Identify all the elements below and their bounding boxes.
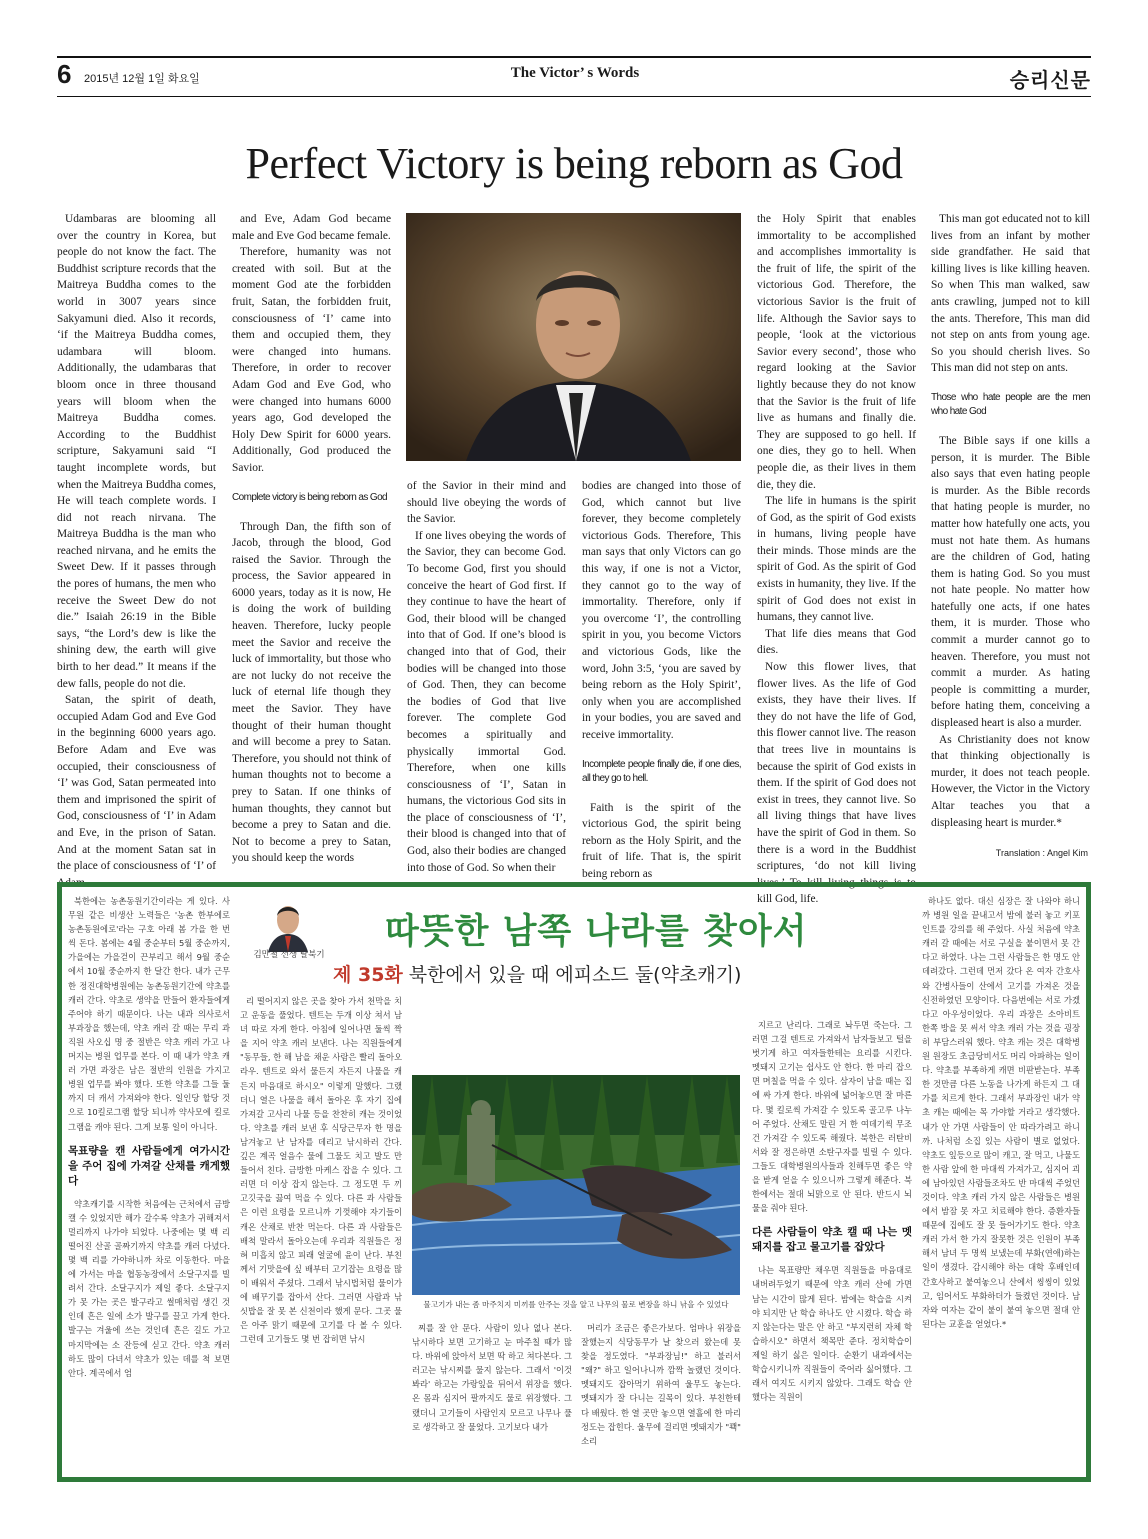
section-title: The Victor’ s Words bbox=[510, 65, 640, 81]
paragraph: As Christianity does not know that thinking objectionally is murder, it does not teach people. However, the Victor in the Victory Altar teaches you that a displeasing heart is murder.* bbox=[931, 733, 1090, 829]
article-column-2 bbox=[232, 211, 391, 867]
portrait-photo bbox=[406, 213, 741, 461]
paragraph: 북한에는 농촌동원기간이라는 게 있다. 사무원 같은 비생산 노력들은 '농촌 한부에로 농촌동원에로'라는 구호 아래 봄 가을 한 번씩 돈다. 봄에는 4월 중순부터 5월 중순까지, 가을에는 가을걷이 끈부리고 해서 9월 중순에서 10월 중순까지 한 달간 한다. 내가 근무한 정진대학병원에는 농촌동원기간에 약초를 캐러 간다. 약초로 생약을 만들어 환자들에게 주어야 하기 때문이다. 나는 내과 의사로서 부과장을 했는데, 약초 캐러 갈 때는 무리 과 직원 사오십 명 중 절반은 약초 캐러 가고 나머지는 병원 업무를 본다. 이 때 내가 약초 캐러 가면 과장은 남은 절반의 인원을 가지고 병원 업무를 봐야 했다. 또한 약초를 그들 둘까지 더 캐서 가져와야 한다. 일인당 할당 것으로 10킬로그램 할당 되니까 약사모에 킬로그램을 캐야 된다. 그게 보통 일이 아니다. bbox=[68, 896, 230, 1132]
header-top-rule bbox=[57, 56, 1091, 58]
paragraph: 하나도 없다. 대신 심장은 잘 나와야 하니까 병원 일을 끝내고서 밤에 불러 놓고 키포인트를 강의를 해 주었다. 사실 처음에 약초 캐러 갈 때에는 서로 구실을 붙이면서 못 간다고 하였다. 나는 그런 사람들은 한 명도 안 데려갔다. 그런데 먼저 갔다 온 여자 간호사와 간병사들이 산에서 고기를 가져온 것을 신전하였던 모양이다. 다음번에는 서로 가겠다고 아우성이었다. 우리 과장은 소아비트 한쪽 방을 못 써서 약초 캐러 가는 것을 굉장히 부담스러워 했다. 약초 캐는 것은 대학병원 원장도 초급당비서도 머리 아파하는 일이다. 약초를 부족하게 캐면 비판받는다. 부족한 것만큼 다른 노동을 나가게 하든지 그 대가를 치르게 한다. 그래서 부과장인 내가 약초 캐는 때에는 목 가야할 거라고 생각했다. 내가 안 가면 사람들이 안 따라가려고 하니까. 나처럼 소집 있는 사람이 별로 없었다. 약초도 잎등으로 많이 캐고, 잘 먹고, 나물도 한 사람 앞에 한 마대씩 가져가고, 심지어 괴에 남아있던 사람들조차도 반 마대씩 주었던 것이다. 약초 캐러 가지 않은 사람들은 병원에서 밤잠 못 자고 치료해야 한다. 증환자들 때문에 집에도 잘 못 들어가기도 한다. 약초 캐러 가서 한 가지 잘못한 것은 인원이 부족해서 남녀 두 명씩 보냈는데 부화(연애)하는 일이 생겼다. 감시해야 하는 대학 후배인데 간호사하고 붙여놓으니 산에서 씽씽이 있었고, 임어서도 부화하더가 들켰던 것이다. 남자와 여자는 같이 붙이 붙여 놓으면 절대 안 된다는 교훈을 얻었다.* bbox=[922, 896, 1080, 1329]
serial-title: 따뜻한 남쪽 나라를 찾아서 bbox=[385, 912, 808, 952]
paragraph: Now this flower lives, that flower lives. As the life of God exists, they have their lives. If they do not have the life of God, this flower cannot live. The reason that trees live in mountains is because the spirit of God exists in them. If the spirit of God does not exist in trees, they cannot live. So all living things that have lives have the spirit of God in them. So there is a word in the Buddhist scriptures, ‘do not kill living lives.’ To kill living things is to kill God, life. bbox=[757, 661, 916, 906]
paragraph: of the Savior in their mind and should live obeying the words of the Savior. bbox=[407, 480, 566, 526]
article-column-6 bbox=[931, 211, 1090, 831]
paragraph: Satan, the spirit of death, occupied Adam God and Eve God in the beginning 6000 years ago. Before Adam and Eve was occupied, their consciousness of ‘I’ was God, Satan permeated into them and imprisoned the spirit of God, consciousness of ‘I’ in Adam and Eve, in the prison of Satan. And at the moment Satan sat in the place of consciousness of ‘I’ of Adam bbox=[57, 694, 216, 889]
translation-credit: Translation : Angel Kim bbox=[995, 848, 1088, 858]
article-column-4 bbox=[582, 478, 741, 882]
paragraph: Therefore, humanity was not created with soil. But at the moment God ate the forbidden fruit, Satan, the forbidden fruit, consciousness of ‘I’ came into them and occupied them, they were changed into humans. Therefore, in order to recover Adam God and Eve God, who were changed into humans 6000 years ago, God developed the Holy Dew Spirit for 6000 years. Additionally, God produced the Savior. bbox=[232, 246, 391, 474]
episode-title: 북한에서 있을 때 에피소드 둘(약초캐기) bbox=[408, 964, 742, 986]
serial-column-5 bbox=[752, 1018, 912, 1466]
author-portrait bbox=[262, 896, 314, 952]
paragraph: bodies are changed into those of God, which cannot but live forever, they become completely victorious Gods. Therefore, This man says that only Victors can go this way, if one is not a Victor, they cannot go to the way of immortality. Therefore, only if you overcome ‘I’, the controlling spirit in you, you become Victors and victorious Gods, like the word, John 3:5, ‘you are saved by being reborn as the Holy Spirit’, only when you are accomplished in your bodies, you are saved and receive immortality. bbox=[582, 480, 741, 741]
paragraph: 리 떨어지지 않은 곳을 찾아 가서 천막을 치고 운동을 풀었다. 텐트는 두개 이상 쳐서 남녀 따로 자게 한다. 아침에 일어나면 둘씩 짝을 지어 약초 캐러 보낸다. 나는 직원들에게 "동무들, 한 해 남을 채운 사람은 빨리 돌아오라우. 텐트로 와서 물든지 자든지 나물을 캐든지 마음대로 하시오" 이렇게 말했다. 그랬더니 열은 나물을 해서 돌아온 후 자기 집에 가져갈 고사리 나물 등을 찬찬히 캐는 것이었다. 약초를 캐러 보낸 후 식당근무자 한 명을 남겨놓고 난 남자를 데리고 낚시하러 간다. 깊은 계곡 얼음수 물에 그물도 치고 발도 만들어서 친다. 금방한 마케스 잡을 수 있다. 그러면 더 이상 잡지 않는다. 그 정도면 두 끼 고깃국을 끓여 먹을 수 있다. 다른 과 사람들은 이런 요령을 모르니까 기껏해야 자기들이 캐온 산채로 반찬 먹는다. 다른 과 사람들은 배척 말라서 돌아오는데 우리과 직원들은 정혀 미흡치 않고 피래 얼굴에 윤이 난다. 부친께서 기맛을에 싶 배부터 고기잡는 요령을 많이 배워서 주셨다. 그래서 낚시법처럼 물이가에 배꾸기를 잡아서 산다. 그러면 사람과 낚싯밥을 잘 못 본 신천이라 했게 문다. 그곳 물은 아주 맑기 때문에 고기를 다 볼 수 있다. 그런데 고기들도 몇 번 잡히면 낚시 bbox=[240, 996, 402, 1345]
serial-column-4 bbox=[581, 1321, 741, 1466]
painting-caption: 물고기가 내는 좀 마주치지 미끼를 안주는 것을 알고 나무의 물로 변장을 하니 낚을 수 있었다 bbox=[423, 1300, 729, 1309]
paragraph: 약초캐기를 시작한 처음에는 근처에서 금방 캘 수 있었지만 해가 갈수록 약초가 귀해져서 멀리까지 나가야 되었다. 나중에는 몇 백 리 떨어진 산골 골짜기까지 약초를 캐러 다녔다. 몇 백 리를 가야하니까 차로 이동한다. 마을에 가서는 마을 협동농장에서 소달구지를 빌려서 간다. 소달구지가 제일 좋다. 소달구지가 못 가는 곳은 발구라고 썰매처럼 생긴 것인데 흔은 일에 소가 발구를 끌고 가게 한다. 발구는 겨울에 쓰는 것인데 흔은 길도 가고 마지막에는 소 잔등에 싣고 간다. 약초 캐러 하도 많이 다녀서 약초가 있는 데를 척 보면 안다. 계곡에서 엄 bbox=[68, 1198, 230, 1378]
subheading: 다른 사람들이 약초 캘 때 나는 멧돼지를 잡고 물고기를 잡았다 bbox=[752, 1226, 912, 1254]
article-headline: Perfect Victory is being reborn as God bbox=[245, 139, 903, 188]
subheading: Complete victory is being reborn as God bbox=[232, 491, 388, 503]
subheading: 목표량을 캔 사람들에게 여가시간을 주어 집에 가져갈 산채를 캐게했다 bbox=[68, 1144, 230, 1187]
article-column-3 bbox=[407, 478, 566, 876]
header-bottom-rule bbox=[57, 96, 1091, 97]
serial-column-3 bbox=[412, 1321, 572, 1466]
paragraph: Udambaras are blooming all over the country in Korea, but people do not know the fact. The Buddhist scripture records that the Maitreya Buddha comes to the world in 3007 years since Sakyamuni died. Also it records, ‘if the Maitreya Buddha comes, udambara will bloom. Additionally, the udambaras that bloom once in three thousand years will bloom when the Maitreya Buddha comes. According to the Buddhist scripture, Sakyamuni said “I taught incomplete words, but when the Maitreya Buddha comes, He will teach complete words. I did not reach nirvana. The Maitreya Buddha is the man who reached nirvana, and he emits the Sweet Dew. If it passes through the pores of humans, the men who receive the Sweet Dew do not die.” Isaiah 26:19 in the Bible says, “the Lord’s dew is like the shining dew, the earth will give birth to her dead.” It means if the dew falls, people do not die. bbox=[57, 213, 216, 690]
paragraph: The Bible says if one kills a person, it is murder. The Bible also says that even hating people is murder. As the Bible records that hating people is murder, no matter how hatefully one acts, you must not hate them. As humans are the children of God, hating them is hating God. So you must not hate people. No matter how hatefully one acts, if one hates them, it is murder. Those who commit a murder cannot go to heaven. Therefore, you must not commit a murder. As hating people is committing a murder, before hating them, conceiving a displeased heart is also a murder. bbox=[931, 434, 1090, 730]
paragraph: 찌를 잘 안 문다. 사람이 있나 없나 본다. 낚시하다 보면 고기하고 눈 마주칠 때가 많다. 바위에 앉아서 보면 딱 하고 쳐다본다. 그러고는 낚시찌를 물지 않는다. 그래서 '이것 봐라' 하고는 가랑잎을 뒤어서 위장을 했다. 온 몸과 심지어 팔까지도 물로 위장했다. 그랬더니 고기들이 사람인지 모르고 나무나 풀로 생각하고 잘 물었다. 고기보다 내가 bbox=[412, 1323, 572, 1432]
article-column-5 bbox=[757, 211, 916, 908]
issue-date: 2015년 12월 1일 화요일 bbox=[84, 73, 200, 85]
paragraph: the Holy Spirit that enables immortality to be accomplished and accomplishes immortality is the fruit of life, the spirit of the victorious God. Therefore, the victorious Savior is the fruit of life. Although the Savior says to people, ‘look at the victorious Savior every second’, those who regard looking at the Savior lightly because they do not know that the Savior is the fruit of life live as humans and finally die. They are supposed to go hell. If one dies, they go to hell. When people die, as their lives in them die, they die. bbox=[757, 213, 916, 491]
serial-author: 김만철 선생 탈북기 bbox=[253, 950, 325, 960]
subheading: Those who hate people are the men who hate God bbox=[931, 391, 1090, 417]
serial-episode bbox=[333, 960, 741, 987]
paragraph: Faith is the spirit of the victorious God, the spirit being reborn as the Holy Spirit, and the fruit of life. That is, the spirit being reborn as bbox=[582, 801, 741, 880]
subheading: Incomplete people finally die, if one dies, all they go to hell. bbox=[582, 758, 741, 784]
paragraph: 머리가 조금은 좋은가보다. 엄마나 위장을 잘했는지 식당동무가 날 찾으러 왔는데 못 찾을 정도였다. "부과장님!" 하고 불러서 "왜?" 하고 일어나니까 깜짝 놀랬던 것이다. 멧돼지도 잡아먹기 위하여 울무도 놓는다. 멧돼지가 잘 다니는 길목이 있다. 부친한테 다 배웠다. 한 열 곳만 놓으면 열흘에 한 마리 정도는 잡힌다. 울무에 걸리면 멧돼지가 "꽥" 소리 bbox=[581, 1323, 741, 1446]
paragraph: That life dies means that God dies. bbox=[757, 627, 916, 657]
serial-column-1 bbox=[68, 894, 230, 1466]
serial-column-2 bbox=[240, 994, 402, 1466]
paragraph: 나는 목표량만 채우면 직원들을 마음대로 내버려두었기 때문에 약초 캐러 산에 가면 남는 시간이 많게 된다. 밤에는 학습을 시켜야 되지만 난 학습 하나도 안 시켰다. 학습 하지 않는다는 말은 안 하고 "부지런히 자체 학습하시오" 하면서 책목만 준다. 정치학습이 제일 하기 싫은 일이다. 순환기 내과에서는 학습시키니까 직원들이 죽어라 싫어했다. 그래서 여지도 시키지 않았다. 그래도 학습 안했다는 직원이 bbox=[752, 1265, 912, 1403]
paragraph: 지르고 난리다. 그래로 놔두면 죽는다. 그러면 그걸 텐트로 가져와서 남자들보고 털을 벗기게 하고 여자들한테는 요리를 시킨다. 멧돼지 고기는 쉽사도 안 한다. 한 마리 잡으면 며칠을 먹을 수 있다. 삼자이 남을 때는 집에 싸 가게 한다. 바위에 넓어놓으면 잘 마른다. 몇 킬로씩 가져갈 수 있도록 골고루 나누어 주었다. 산채도 말린 거 한 여데기씩 무조건 가져갈 수 있도록 해줬다. 북한은 러탄비서와 잘 정은하면 소탄구자를 빌릴 수 있다. 그들도 대학병원의사들과 친해두면 좋은 약을 받게 얻을 수 있으니까 그렇게 해준다. 북한에서는 절대 뇌맑으로 안 된다. 반드시 뇌물을 줘야 된다. bbox=[752, 1020, 912, 1214]
paragraph: If one lives obeying the words of the Savior, they can become God. To become God, first you should conceive the heart of God first. If they continue to have the heart of God, their blood will be changed into that of God. If one’s blood is changed into that of God, their bodies will be changed into those of God. Then, they can become the bodies of God that live forever. The complete God becomes a spiritually and physically immortal God. Therefore, when one kills consciousness of ‘I’, Satan in humans, the victorious God sits in the place of consciousness of ‘I’, their blood is changed into that of God, also their bodies are changed into those of God. So when their bbox=[407, 529, 566, 874]
paragraph: The life in humans is the spirit of God, as the spirit of God exists in humans, living people have their minds. Those minds are the spirit of God. As the spirit of God exists in humanity, they live. If the spirit of God does not exist in humans, they cannot live. bbox=[757, 495, 916, 624]
newspaper-name: 승리신문 bbox=[1009, 68, 1091, 92]
episode-number: 제 35화 bbox=[333, 964, 403, 986]
paragraph: and Eve, Adam God became male and Eve God became female. bbox=[232, 213, 391, 242]
paragraph: This man got educated not to kill lives from an infant by mother side grandfather. He said that killing lives is like killing heaven. So when This man walked, saw ants crawling, jumped not to kill the ants. Therefore, This man did not step on ants from young age. So you should cherish lives. So This man did not step on ants. bbox=[931, 213, 1090, 375]
paragraph: Through Dan, the fifth son of Jacob, through the blood, God raised the Savior. Through the process, the Savior appeared in 6000 years, today as it is now, He is doing the work of building heaven. Therefore, lucky people meet the Savior and receive the luck of immortality, but those who are not lucky do not receive the luck of eternal life though they meet the Savior. They have thought of their human thought and will become a prey to Satan. Therefore, you should not think of human thoughts not to become a prey to Satan. If one thinks of human thoughts, they cannot but become a prey to Satan and die. Not to become a prey to Satan, you should keep the words bbox=[232, 520, 391, 865]
article-column-1 bbox=[57, 211, 216, 891]
page-number: 6 bbox=[57, 59, 72, 89]
fishing-painting bbox=[412, 1075, 740, 1295]
serial-column-6 bbox=[922, 894, 1080, 1466]
